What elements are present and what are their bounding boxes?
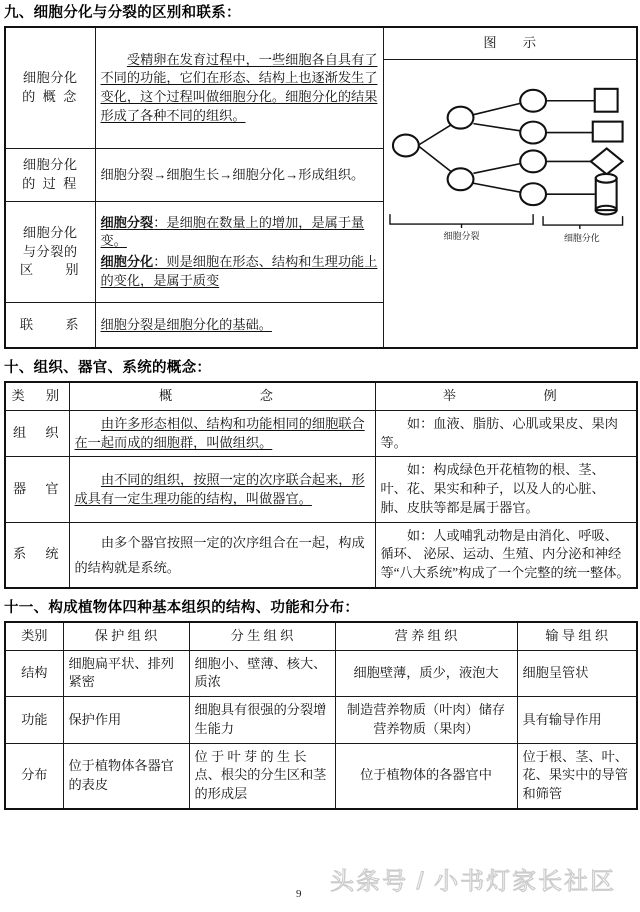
cell-circle-c2 [520, 121, 546, 143]
difference-entry-division [101, 214, 378, 251]
cell-circle-c1 [520, 90, 546, 112]
differentiated-shape-square [594, 89, 617, 112]
cell-distribution-conductive: 位于根、茎、叶、花、果实中的导管和筛管 [517, 743, 637, 809]
concept-paragraph: 受精卵在发育过程中，一些细胞各自具有了不同的功能，它们在形态、结构上也逐渐发生了变化，这个过程叫做细胞分化。细胞分化的结果形成了各种不同的组织。 [100, 51, 378, 123]
page-number: 9 [296, 888, 302, 900]
cell-circle-root [392, 134, 418, 156]
row-label-line-1: 联 系 [19, 316, 81, 332]
row-label-line-1: 细胞分化 [22, 70, 78, 86]
diagram-header: 图 示 [384, 28, 637, 60]
brace-cell-division [389, 214, 532, 228]
brace-cell-differentiation [543, 216, 623, 229]
cell-difference-text [95, 202, 383, 303]
row-label-process [5, 149, 95, 202]
cell-function-protective: 保护作用 [63, 697, 189, 743]
row-label-line-3: 区 别 [19, 262, 81, 278]
table-row [5, 410, 637, 456]
section-10-table [4, 381, 638, 589]
cell-structure-nutritive: 细胞壁薄，质少，液泡大 [335, 650, 517, 696]
cell-structure-conductive: 细胞呈管状 [517, 650, 637, 696]
cell-structure-meristematic: 细胞小、壁薄、核大、质浓 [189, 650, 335, 696]
table-header-row [5, 622, 637, 650]
row-label-line-1: 细胞分化 [22, 225, 78, 241]
definition-cell-division: ：是细胞在数量上的增加，是属于量变。 [100, 214, 365, 249]
table-row [5, 457, 637, 522]
column-header-category: 类 别 [5, 382, 69, 410]
column-header-meristematic-tissue: 分 生 组 织 [189, 622, 335, 650]
row-label-tissue: 组 织 [5, 410, 69, 456]
cell-distribution-protective: 位于植物体各器官的表皮 [63, 743, 189, 809]
section-9-table [4, 26, 638, 349]
cell-circle-c3 [520, 150, 546, 172]
term-cell-differentiation: 细胞分化 [100, 254, 154, 270]
column-header-nutritive-tissue: 营 养 组 织 [335, 622, 517, 650]
organ-concept-text: 由不同的组织，按照一定的次序联合起来，形成具有一定生理功能的结构，叫做器官。 [74, 471, 365, 506]
row-label-concept [5, 27, 95, 149]
term-cell-division: 细胞分裂 [100, 214, 154, 230]
definition-cell-differentiation: ：则是细胞在形态、结构和生理功能上的变化，是属于质变 [100, 254, 378, 288]
row-label-distribution: 分布 [5, 743, 63, 809]
relation-paragraph: 细胞分裂是细胞分化的基础。 [100, 316, 272, 332]
differentiated-shape-diamond [590, 148, 622, 174]
cell-system-concept [69, 522, 375, 588]
table-row [5, 27, 637, 149]
cell-process-text [95, 149, 383, 202]
difference-entry-differentiation [101, 253, 378, 290]
row-label-function: 功能 [5, 697, 63, 743]
row-label-line-1: 细胞分化 [22, 157, 78, 173]
tissue-example-text: 如：血液、脂肪、心肌或果皮、果肉等。 [380, 415, 618, 450]
diagram-cell [383, 27, 637, 348]
cell-circle-a [447, 107, 473, 129]
cell-distribution-meristematic: 位 于 叶 芽 的 生 长点、根尖的分生区和茎的形成层 [189, 743, 335, 809]
column-header-category: 类别 [5, 622, 63, 650]
section-11-heading: 十一、构成植物体四种基本组织的结构、功能和分布： [4, 599, 360, 616]
diagram-svg [384, 60, 637, 249]
diagram-label-cell-division: 细胞分裂 [443, 230, 479, 241]
row-label-organ: 器 官 [5, 457, 69, 522]
table-row [5, 522, 637, 588]
cell-relation-text [95, 303, 383, 349]
cell-structure-protective: 细胞扁平状、排列紧密 [63, 650, 189, 696]
cell-division-differentiation-diagram [384, 60, 637, 249]
cell-circle-c4 [520, 183, 546, 205]
section-10-heading: 十、组织、器官、系统的概念： [4, 360, 212, 377]
organ-example-text: 如：构成绿色开花植物的根、茎、叶、花、果实和种子，以及人的心脏、肺、皮肤等都是属于器官。 [380, 462, 605, 515]
cell-tissue-example [375, 410, 637, 456]
system-concept-text: 由多个器官按照一定的次序组合在一起，构成的结构就是系统。 [74, 534, 365, 575]
system-example-text: 如：人或哺乳动物是由消化、呼吸、循环、 泌尿、运动、生殖、内分泌和神经等“八大系统”构成了一个完整的统一整体。 [380, 527, 630, 581]
cell-circle-b [447, 168, 473, 190]
cell-concept-text [95, 27, 383, 149]
cell-tissue-concept [69, 410, 375, 456]
diagram-label-cell-differentiation: 细胞分化 [563, 232, 600, 243]
row-label-line-2: 的 过 程 [22, 176, 79, 192]
cell-organ-example [375, 457, 637, 522]
row-label-difference [5, 202, 95, 303]
table-row [5, 743, 637, 809]
watermark-text: 头条号 / 小书灯家长社区 [330, 868, 617, 895]
cell-function-conductive: 具有输导作用 [517, 697, 637, 743]
column-header-example: 举 例 [375, 382, 637, 410]
table-header-row [5, 382, 637, 410]
row-label-relation [5, 303, 95, 349]
row-label-structure: 结构 [5, 650, 63, 696]
page-footer [0, 860, 640, 906]
column-header-concept: 概 念 [69, 382, 375, 410]
row-label-system: 系 统 [5, 522, 69, 588]
column-header-conductive-tissue: 输 导 组 织 [517, 622, 637, 650]
cell-function-nutritive: 制造营养物质（叶肉）储存营养物质（果肉） [335, 697, 517, 743]
differentiated-shape-rectangle [592, 121, 622, 141]
process-paragraph: 细胞分裂→细胞生长→细胞分化→形成组织。 [100, 166, 365, 182]
table-row [5, 697, 637, 743]
section-9-heading: 九、细胞分化与分裂的区别和联系： [4, 5, 241, 21]
section-11-table [4, 621, 638, 810]
cell-organ-concept [69, 457, 375, 522]
row-label-line-2: 的 概 念 [22, 89, 79, 105]
row-label-line-2: 与分裂的 [22, 243, 78, 259]
table-row [5, 650, 637, 696]
differentiated-shape-cylinder [595, 174, 616, 215]
column-header-protective-tissue: 保 护 组 织 [63, 622, 189, 650]
tissue-concept-text: 由许多形态相似、结构和功能相同的细胞联合在一起而成的细胞群，叫做组织。 [74, 415, 365, 450]
cell-function-meristematic: 细胞具有很强的分裂增生能力 [189, 697, 335, 743]
cell-system-example [375, 522, 637, 588]
cell-distribution-nutritive: 位于植物体的各器官中 [335, 743, 517, 809]
